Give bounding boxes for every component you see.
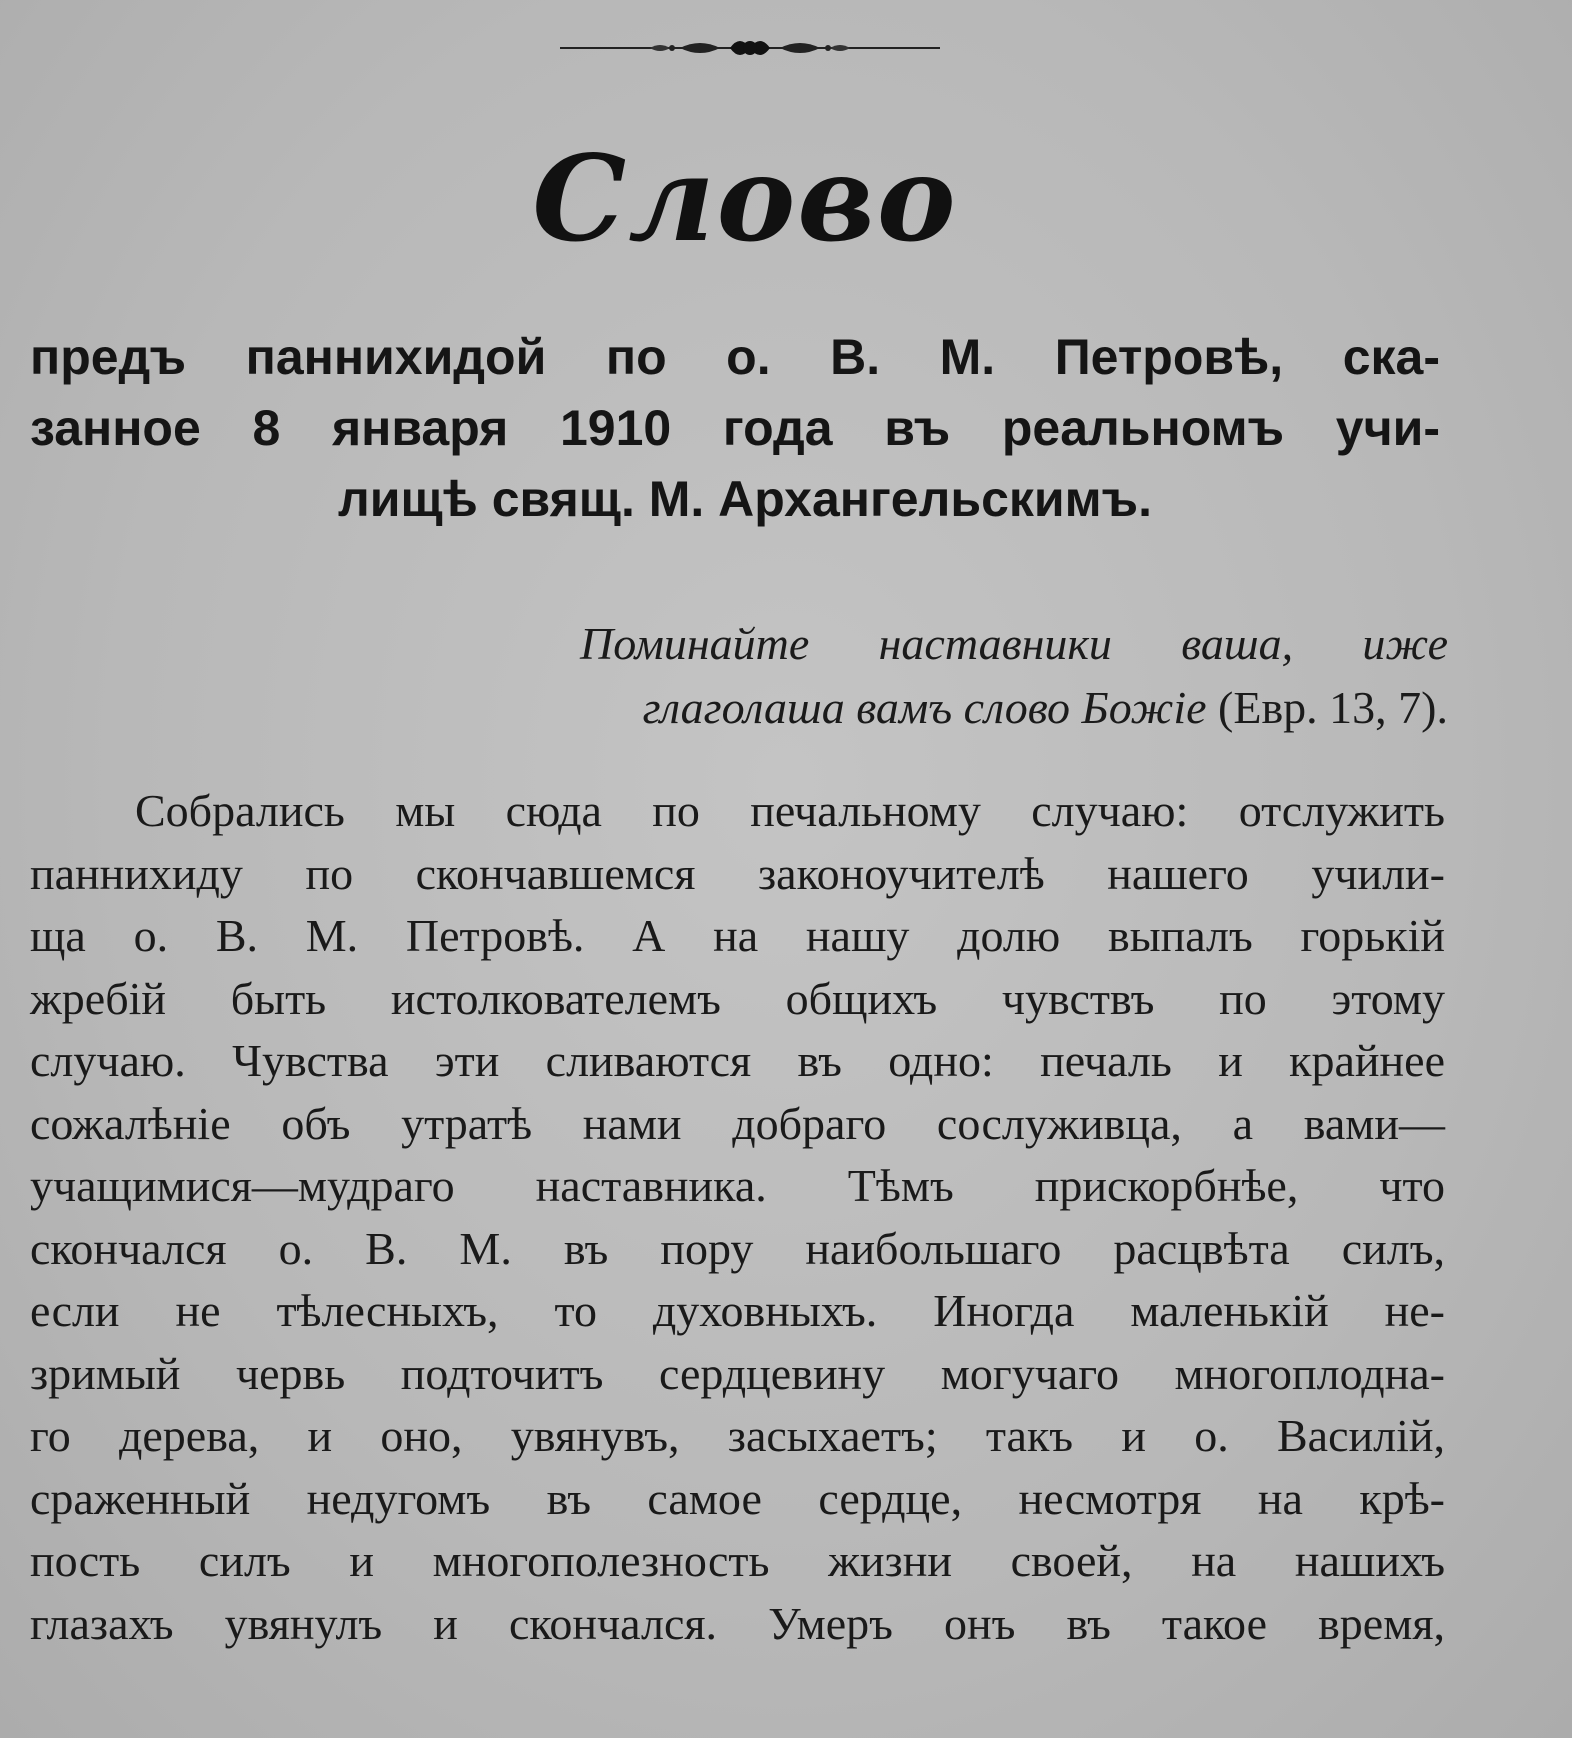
body-line: сраженный недугомъ въ самое сердце, несмотря на крѣ- [30,1472,1445,1524]
epigraph-quote: глаголаша вамъ слово Божіе [642,682,1207,733]
body-line: если не тѣлесныхъ, то духовныхъ. Иногда маленькій не- [30,1285,1445,1336]
body-line: го дерева, и оно, увянувъ, засыхаетъ; такъ и о. Василій, [30,1410,1445,1461]
body-line: паннихиду по скончавшемся законоучителѣ нашего учили- [30,847,1445,899]
page-title: Слово [532,129,958,268]
epigraph [440,612,1448,740]
body-line: ща о. В. М. Петровѣ. А на нашу долю выпалъ горькій [30,910,1445,961]
body-line: зримый червь подточитъ сердцевину могучаго многоплодна- [30,1347,1445,1399]
body-line: жребій быть истолкователемъ общихъ чувствъ по этому [30,972,1445,1024]
body-line: пость силъ и многополезность жизни своей, на нашихъ [30,1535,1445,1586]
subtitle-line: лищѣ свящ. М. Архангельскимъ. [337,471,1152,527]
epigraph-line: Поминайте наставники ваша, иже [580,618,1448,669]
body-line: скончался о. В. М. въ пору наибольшаго расцвѣта силъ, [30,1222,1445,1274]
body-line: случаю. Чувства эти сливаются въ одно: печаль и крайнее [30,1035,1445,1086]
epigraph-line [440,676,1448,740]
body-paragraph [30,780,1445,1655]
body-line: глазахъ увянулъ и скончался. Умеръ онъ въ такое время, [30,1597,1445,1649]
subtitle-line: занное 8 января 1910 года въ реальномъ учи- [30,400,1440,456]
body-line: сожалѣніе объ утратѣ нами добраго сослуживца, а вами— [30,1097,1445,1149]
sermon-subtitle [30,322,1440,535]
epigraph-reference: (Евр. 13, 7). [1206,682,1448,733]
body-line: учащимися—мудраго наставника. Тѣмъ прискорбнѣе, что [30,1160,1445,1211]
subtitle-line: предъ паннихидой по о. В. М. Петровѣ, ска- [30,329,1440,385]
decorative-ornament-icon [560,30,940,66]
body-line: Собрались мы сюда по печальному случаю: отслужить [135,785,1445,836]
